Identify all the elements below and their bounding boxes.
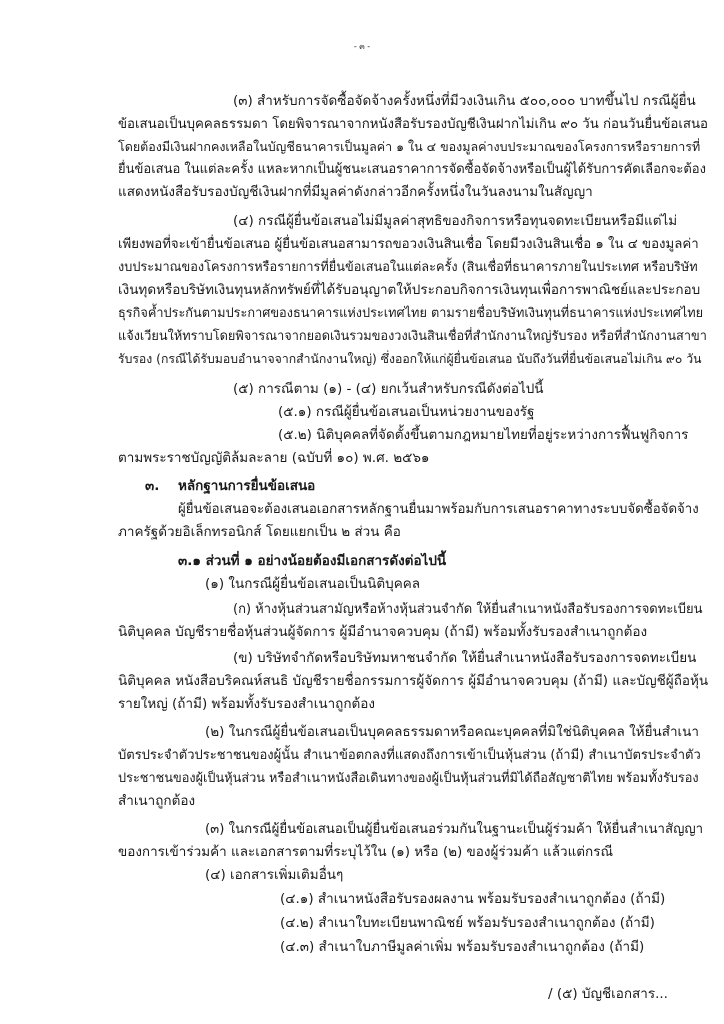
paragraph-line: ข้อเสนอเป็นบุคคลธรรมดา โดยพิจารณาจากหนังสือรับรองบัญชีเงินฝากไม่เกิน ๙๐ วัน ก่อนวันยื่นข้อเสนอ — [118, 117, 709, 132]
paragraph-line: แสดงหนังสือรับรองบัญชีเงินฝากที่มีมูลค่าดังกล่าวอีกครั้งหนึ่งในวันลงนามในสัญญา — [118, 184, 593, 200]
paragraph-line: (๕) การณีตาม (๑) - (๔) ยกเว้นสำหรับกรณีดังต่อไปนี้ — [233, 381, 544, 397]
paragraph-line: (๑) ในกรณีผู้ยื่นข้อเสนอเป็นนิติบุคคล — [205, 576, 421, 592]
section-number: ๓. — [145, 478, 160, 494]
paragraph-line: โดยต้องมีเงินฝากคงเหลือในบัญชีธนาคารเป็นมูลค่า ๑ ใน ๔ ของมูลค่างบประมาณของโครงการหรือรายการที่ — [118, 139, 701, 154]
paragraph-line: (๕.๒) นิติบุคคลที่จัดตั้งขึ้นตามกฎหมายไทยที่อยู่ระหว่างการฟื้นฟูกิจการ — [278, 427, 689, 443]
page-number: - ๓ - — [353, 42, 371, 51]
paragraph-line: (๓) ในกรณีผู้ยื่นข้อเสนอเป็นผู้ยื่นข้อเสนอร่วมกันในฐานะเป็นผู้ร่วมค้า ให้ยื่นสำเนาสัญญา — [205, 822, 704, 837]
paragraph-line: นิติบุคคล บัญชีรายชื่อหุ้นส่วนผู้จัดการ ผู้มีอำนาจควบคุม (ถ้ามี) พร้อมทั้งรับรองสำเนาถูกต้อง — [118, 624, 648, 640]
paragraph-line: แจ้งเวียนให้ทราบโดยพิจารณาจากยอดเงินรวมของวงเงินสินเชื่อที่สำนักงานใหญ่รับรอง หรือที่สำนักงานสาขา — [118, 329, 707, 344]
paragraph-line: เงินทุดหรือบริษัทเงินทุนหลักทรัพย์ที่ได้รับอนุญาตให้ประกอบกิจการเงินทุนเพื่อการพาณิชย์และประกอบ — [118, 282, 701, 298]
continuation-note: / (๕) บัญชีเอกสาร... — [548, 986, 668, 1002]
paragraph-line: ภาครัฐด้วยอิเล็กทรอนิกส์ โดยแยกเป็น ๒ ส่วน คือ — [118, 524, 401, 540]
paragraph-line: (๒) ในกรณีผู้ยื่นข้อเสนอเป็นบุคคลธรรมดาหรือคณะบุคคลที่มิใช่นิติบุคคล ให้ยื่นสำเนา — [205, 724, 699, 740]
section-heading: หลักฐานการยื่นข้อเสนอ — [178, 478, 316, 494]
paragraph-line: เพียงพอที่จะเข้ายื่นข้อเสนอ ผู้ยื่นข้อเสนอสามารถขอวงเงินสินเชื่อ โดยมีวงเงินสินเชื่อ ๑ ใน ๔ ของมูลค่า — [118, 237, 699, 252]
paragraph-line: (ก) ห้างหุ้นส่วนสามัญหรือห้างหุ้นส่วนจำกัด ให้ยื่นสำเนาหนังสือรับรองการจดทะเบียน — [233, 602, 703, 617]
paragraph-line: ประชาชนของผู้เป็นหุ้นส่วน หรือสำเนาหนังสือเดินทางของผู้เป็นหุ้นส่วนที่มิได้ถือสัญชาติไทย พร้อมทั้งรับรอง — [118, 771, 699, 786]
paragraph-line: ยื่นข้อเสนอ ในแต่ละครั้ง แหละหากเป็นผู้ชนะเสนอราคาการจัดซื้อจัดจ้างหรือเป็นผู้ได้รับการคัดเลือกจะต้อง — [118, 162, 706, 177]
paragraph-line: รายใหญ่ (ถ้ามี) พร้อมทั้งรับรองสำเนาถูกต้อง — [118, 696, 375, 712]
paragraph-line: ตามพระราชบัญญัติล้มละลาย (ฉบับที่ ๑๐) พ.ศ. ๒๕๖๑ — [118, 450, 430, 466]
paragraph-line: สำเนาถูกต้อง — [118, 793, 196, 809]
paragraph-line: งบประมาณของโครงการหรือรายการที่ยื่นข้อเสนอในแต่ละครั้ง (สินเชื่อที่ธนาคารภายในประเทศ หรือบริษัท — [118, 260, 698, 275]
paragraph-line: (๓) สำหรับการจัดซื้อจัดจ้างครั้งหนึ่งที่มีวงเงินเกิน ๕๐๐,๐๐๐ บาทขึ้นไป กรณีผู้ยื่น — [233, 93, 696, 109]
paragraph-line: (๕.๑) กรณีผู้ยื่นข้อเสนอเป็นหน่วยงานของรัฐ — [278, 404, 535, 420]
paragraph-line: ของการเข้าร่วมค้า และเอกสารตามที่ระบุไว้ใน (๑) หรือ (๒) ของผู้ร่วมค้า แล้วแต่กรณี — [118, 844, 613, 860]
paragraph-line: (๔) กรณีผู้ยื่นข้อเสนอไม่มีมูลค่าสุทธิของกิจการหรือทุนจดทะเบียนหรือมีแต่ไม่ — [233, 213, 678, 229]
list-item: (๔.๓) สำเนาใบภาษีมูลค่าเพิ่ม พร้อมรับรองสำเนาถูกต้อง (ถ้ามี) — [280, 939, 645, 955]
subsection-heading: ๓.๑ ส่วนที่ ๑ อย่างน้อยต้องมีเอกสารดังต่อไปนี้ — [178, 553, 447, 569]
paragraph-line: ผู้ยื่นข้อเสนอจะต้องเสนอเอกสารหลักฐานยื่นมาพร้อมกับการเสนอราคาทางระบบจัดซื้อจัดจ้าง — [178, 502, 699, 517]
paragraph-line: รับรอง (กรณีได้รับมอบอำนาจจากสำนักงานใหญ่) ซึ่งออกให้แก่ผู้ยื่นข้อเสนอ นับถึงวันที่ยื่นข้อเสนอไม่เกิน ๙๐ วัน — [118, 352, 702, 366]
paragraph-line: บัตรประจำตัวประชาชนของผู้นั้น สำเนาข้อตกลงที่แสดงถึงการเข้าเป็นหุ้นส่วน (ถ้ามี) สำเนาบัตรประจำตัว — [118, 748, 701, 763]
list-item: (๔.๒) สำเนาใบทะเบียนพาณิชย์ พร้อมรับรองสำเนาถูกต้อง (ถ้ามี) — [280, 915, 655, 931]
paragraph-line: (๔) เอกสารเพิ่มเติมอื่นๆ — [205, 867, 344, 883]
paragraph-line: นิติบุคคล หนังสือบริคณห์สนธิ บัญชีรายชื่อกรรมการผู้จัดการ ผู้มีอำนาจควบคุม (ถ้ามี) และบัญชีผู้ถือหุ้น — [118, 673, 709, 689]
list-item: (๔.๑) สำเนาหนังสือรับรองผลงาน พร้อมรับรองสำเนาถูกต้อง (ถ้ามี) — [280, 891, 666, 907]
paragraph-line: (ข) บริษัทจำกัดหรือบริษัทมหาชนจำกัด ให้ยื่นสำเนาหนังสือรับรองการจดทะเบียน — [233, 650, 697, 666]
paragraph-line: ธุรกิจค้ำประกันตามประกาศของธนาคารแห่งประเทศไทย ตามรายชื่อบริษัทเงินทุนที่ธนาคารแห่งประเทศไทย — [118, 306, 704, 321]
